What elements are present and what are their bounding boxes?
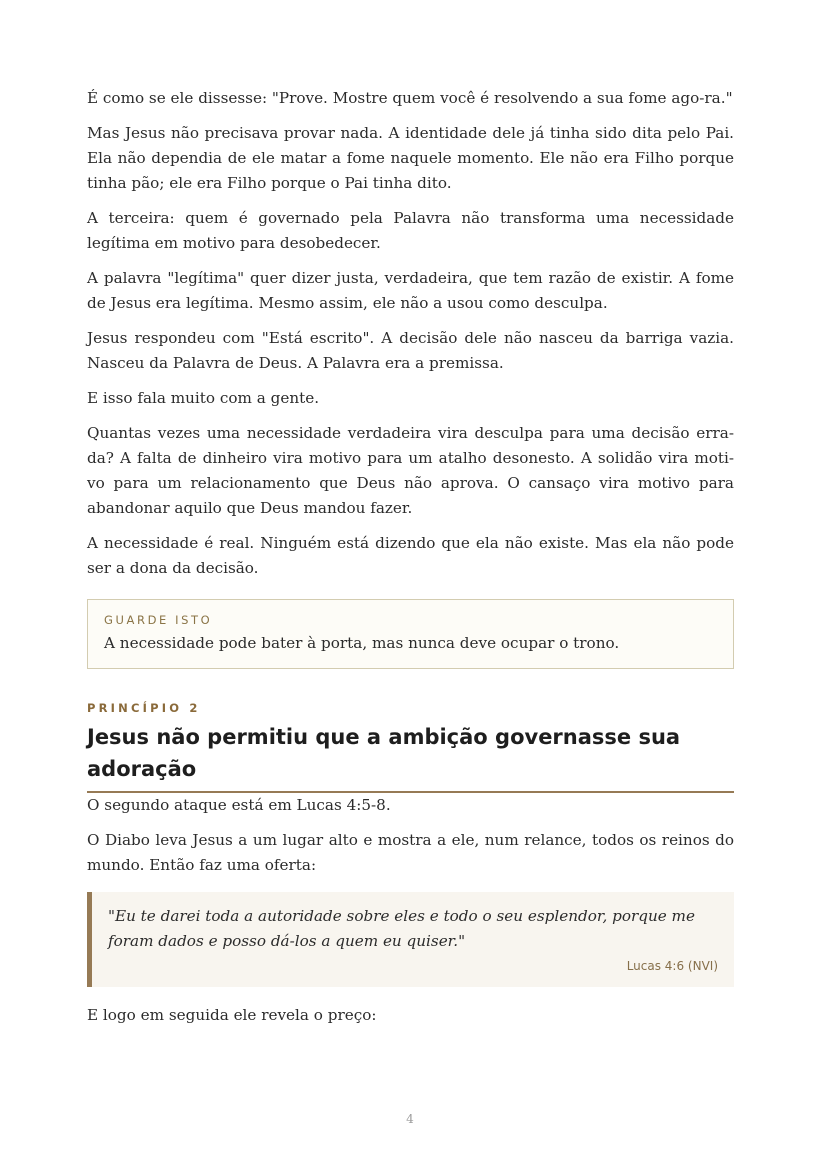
paragraph: É como se ele dissesse: "Prove. Mostre quem você é resolvendo a sua fome ago-ra." — [87, 89, 733, 107]
page-number: 4 — [406, 1112, 414, 1126]
paragraph: A terceira: quem é governado pela Palavra não transforma uma necessidade legítima em motivo para desobedecer. — [87, 209, 734, 252]
paragraph: E logo em seguida ele revela o preço: — [87, 1006, 377, 1024]
paragraph: Mas Jesus não precisava provar nada. A identidade dele já tinha sido dita pelo Pai. Ela não dependia de ele matar a fome naquele momento. Ele não era Filho porque tinha pão; ele era Filho porque o Pai tinha dito. — [87, 124, 734, 192]
quote-reference: Lucas 4:6 (NVI) — [626, 959, 718, 973]
paragraph: O segundo ataque está em Lucas 4:5-8. — [87, 796, 391, 814]
paragraph: E isso fala muito com a gente. — [87, 389, 320, 407]
paragraph: A palavra "legítima" quer dizer justa, verdadeira, que tem razão de existir. A fome de Jesus era legítima. Mesmo assim, ele não a usou como desculpa. — [87, 269, 734, 312]
section-heading: Jesus não permitiu que a ambição governasse sua adoração — [87, 721, 734, 793]
paragraph: O Diabo leva Jesus a um lugar alto e mostra a ele, num relance, todos os reinos do mundo. Então faz uma oferta: — [87, 831, 734, 874]
page-content — [87, 86, 734, 1038]
paragraph: Quantas vezes uma necessidade verdadeira vira desculpa para uma decisão erra-da? A falta de dinheiro vira motivo para um atalho desonesto. A solidão vira moti-vo para um relacionamento que Deus não aprova. O cansaço vira motivo para abandonar aquilo que Deus mandou fazer. — [87, 424, 734, 517]
paragraph: Jesus respondeu com "Está escrito". A decisão dele não nasceu da barriga vazia. Nasceu da Palavra de Deus. A Palavra era a premissa. — [87, 329, 734, 372]
section-label: PRINCÍPIO 2 — [87, 701, 201, 715]
callout-title: GUARDE ISTO — [104, 613, 213, 627]
callout-text: A necessidade pode bater à porta, mas nunca deve ocupar o trono. — [104, 634, 620, 652]
quote-text: "Eu te darei toda a autoridade sobre eles e todo o seu esplendor, porque me foram dados e posso dá-los a quem eu quiser." — [108, 907, 695, 950]
scripture-quote — [87, 892, 734, 987]
paragraph: A necessidade é real. Ninguém está dizendo que ela não existe. Mas ela não pode ser a dona da decisão. — [87, 534, 734, 577]
callout-box — [87, 599, 734, 669]
